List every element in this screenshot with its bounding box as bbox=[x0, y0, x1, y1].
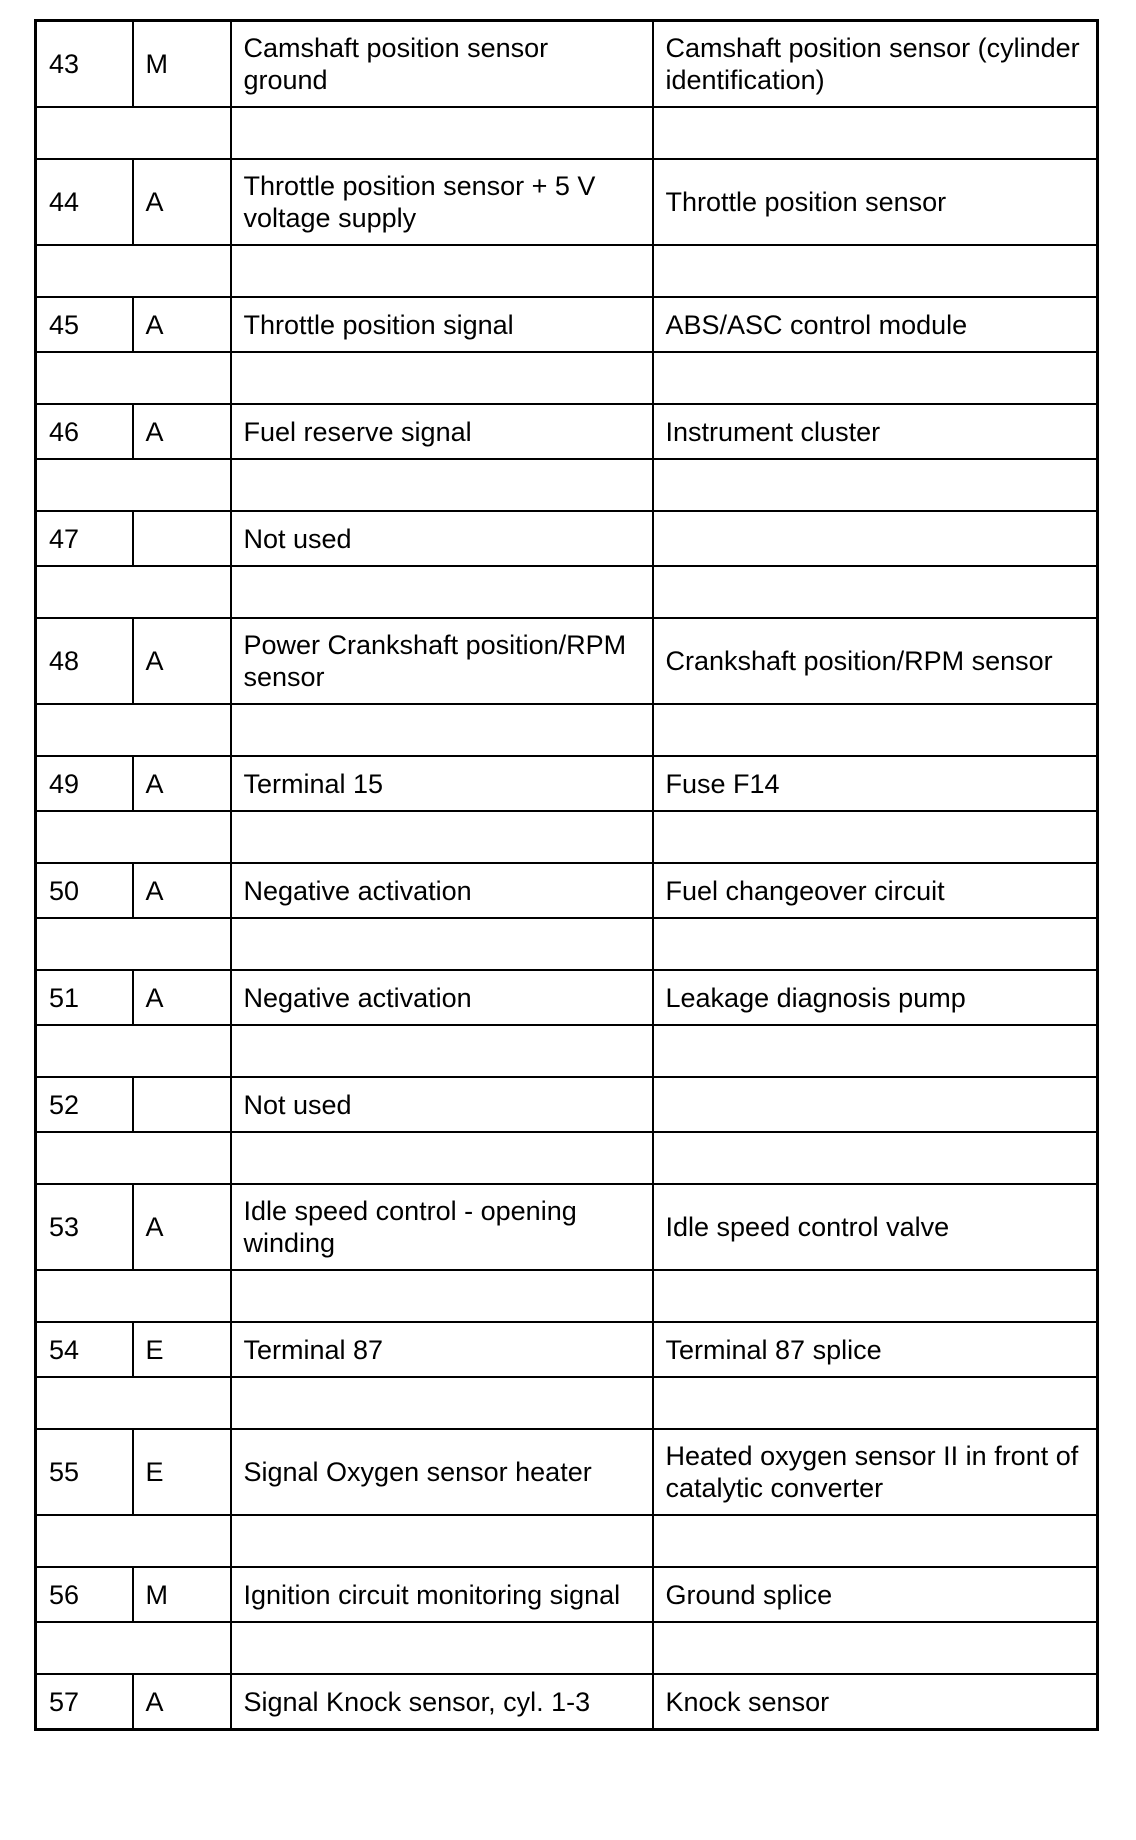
spacer-cell bbox=[653, 459, 1098, 511]
function-cell: Negative activation bbox=[231, 863, 653, 918]
signal-type-cell: M bbox=[133, 21, 231, 108]
signal-type-cell: A bbox=[133, 863, 231, 918]
connection-cell: Camshaft position sensor (cylinder identification) bbox=[653, 21, 1098, 108]
spacer-row bbox=[36, 1025, 1098, 1077]
spacer-cell bbox=[36, 566, 231, 618]
function-cell: Not used bbox=[231, 511, 653, 566]
spacer-cell bbox=[653, 1270, 1098, 1322]
pin-number-cell: 50 bbox=[36, 863, 133, 918]
table-row bbox=[36, 1184, 1098, 1270]
spacer-cell bbox=[653, 566, 1098, 618]
table-row bbox=[36, 404, 1098, 459]
function-cell: Throttle position sensor + 5 V voltage supply bbox=[231, 159, 653, 245]
pin-number-cell: 56 bbox=[36, 1567, 133, 1622]
spacer-cell bbox=[231, 811, 653, 863]
function-cell: Throttle position signal bbox=[231, 297, 653, 352]
function-cell: Ignition circuit monitoring signal bbox=[231, 1567, 653, 1622]
table-row bbox=[36, 1077, 1098, 1132]
spacer-cell bbox=[36, 459, 231, 511]
function-cell: Idle speed control - opening winding bbox=[231, 1184, 653, 1270]
connection-cell: Ground splice bbox=[653, 1567, 1098, 1622]
connection-cell bbox=[653, 1077, 1098, 1132]
table-row bbox=[36, 756, 1098, 811]
pin-number-cell: 57 bbox=[36, 1674, 133, 1730]
connection-cell: Crankshaft position/RPM sensor bbox=[653, 618, 1098, 704]
spacer-row bbox=[36, 1622, 1098, 1674]
spacer-cell bbox=[653, 1132, 1098, 1184]
pin-number-cell: 47 bbox=[36, 511, 133, 566]
spacer-row bbox=[36, 704, 1098, 756]
spacer-cell bbox=[36, 1622, 231, 1674]
spacer-cell bbox=[36, 811, 231, 863]
spacer-cell bbox=[36, 1515, 231, 1567]
table-row bbox=[36, 297, 1098, 352]
spacer-cell bbox=[231, 704, 653, 756]
connection-cell: Instrument cluster bbox=[653, 404, 1098, 459]
pin-number-cell: 55 bbox=[36, 1429, 133, 1515]
spacer-cell bbox=[653, 107, 1098, 159]
signal-type-cell: A bbox=[133, 1184, 231, 1270]
signal-type-cell: E bbox=[133, 1429, 231, 1515]
function-cell: Fuel reserve signal bbox=[231, 404, 653, 459]
spacer-cell bbox=[653, 1377, 1098, 1429]
pin-number-cell: 46 bbox=[36, 404, 133, 459]
spacer-cell bbox=[653, 811, 1098, 863]
spacer-cell bbox=[231, 1270, 653, 1322]
pin-number-cell: 53 bbox=[36, 1184, 133, 1270]
spacer-row bbox=[36, 566, 1098, 618]
spacer-row bbox=[36, 352, 1098, 404]
spacer-row bbox=[36, 459, 1098, 511]
connection-cell bbox=[653, 511, 1098, 566]
connection-cell: ABS/ASC control module bbox=[653, 297, 1098, 352]
pin-assignment-table bbox=[34, 19, 1099, 1731]
signal-type-cell: A bbox=[133, 159, 231, 245]
spacer-cell bbox=[653, 1025, 1098, 1077]
spacer-cell bbox=[36, 1377, 231, 1429]
signal-type-cell: A bbox=[133, 618, 231, 704]
spacer-cell bbox=[36, 107, 231, 159]
pin-number-cell: 44 bbox=[36, 159, 133, 245]
signal-type-cell: A bbox=[133, 970, 231, 1025]
signal-type-cell bbox=[133, 1077, 231, 1132]
pin-number-cell: 52 bbox=[36, 1077, 133, 1132]
table-row bbox=[36, 159, 1098, 245]
table-body bbox=[36, 21, 1098, 1730]
pin-number-cell: 48 bbox=[36, 618, 133, 704]
spacer-cell bbox=[231, 1025, 653, 1077]
spacer-cell bbox=[231, 1622, 653, 1674]
spacer-row bbox=[36, 1132, 1098, 1184]
connection-cell: Idle speed control valve bbox=[653, 1184, 1098, 1270]
spacer-cell bbox=[653, 1622, 1098, 1674]
spacer-cell bbox=[653, 352, 1098, 404]
signal-type-cell: E bbox=[133, 1322, 231, 1377]
signal-type-cell: A bbox=[133, 297, 231, 352]
spacer-cell bbox=[36, 1270, 231, 1322]
signal-type-cell: A bbox=[133, 404, 231, 459]
table-row bbox=[36, 618, 1098, 704]
spacer-cell bbox=[653, 245, 1098, 297]
table-row bbox=[36, 1322, 1098, 1377]
pin-number-cell: 43 bbox=[36, 21, 133, 108]
signal-type-cell: A bbox=[133, 756, 231, 811]
spacer-cell bbox=[231, 107, 653, 159]
spacer-cell bbox=[36, 245, 231, 297]
table-row bbox=[36, 21, 1098, 108]
table-row bbox=[36, 511, 1098, 566]
spacer-cell bbox=[231, 1377, 653, 1429]
pin-number-cell: 49 bbox=[36, 756, 133, 811]
connection-cell: Heated oxygen sensor II in front of catalytic converter bbox=[653, 1429, 1098, 1515]
spacer-row bbox=[36, 1270, 1098, 1322]
spacer-cell bbox=[36, 918, 231, 970]
spacer-cell bbox=[231, 566, 653, 618]
spacer-cell bbox=[36, 704, 231, 756]
pin-number-cell: 54 bbox=[36, 1322, 133, 1377]
function-cell: Terminal 15 bbox=[231, 756, 653, 811]
table-row bbox=[36, 1674, 1098, 1730]
spacer-cell bbox=[231, 459, 653, 511]
signal-type-cell: M bbox=[133, 1567, 231, 1622]
spacer-row bbox=[36, 1515, 1098, 1567]
spacer-cell bbox=[231, 245, 653, 297]
spacer-row bbox=[36, 811, 1098, 863]
connection-cell: Terminal 87 splice bbox=[653, 1322, 1098, 1377]
table-row bbox=[36, 1567, 1098, 1622]
connection-cell: Fuse F14 bbox=[653, 756, 1098, 811]
spacer-row bbox=[36, 1377, 1098, 1429]
signal-type-cell bbox=[133, 511, 231, 566]
function-cell: Signal Oxygen sensor heater bbox=[231, 1429, 653, 1515]
table-row bbox=[36, 863, 1098, 918]
function-cell: Power Crankshaft position/RPM sensor bbox=[231, 618, 653, 704]
spacer-row bbox=[36, 918, 1098, 970]
spacer-cell bbox=[231, 1515, 653, 1567]
table-row bbox=[36, 1429, 1098, 1515]
spacer-cell bbox=[231, 918, 653, 970]
table-row bbox=[36, 970, 1098, 1025]
function-cell: Signal Knock sensor, cyl. 1-3 bbox=[231, 1674, 653, 1730]
signal-type-cell: A bbox=[133, 1674, 231, 1730]
function-cell: Camshaft position sensor ground bbox=[231, 21, 653, 108]
connection-cell: Knock sensor bbox=[653, 1674, 1098, 1730]
connection-cell: Throttle position sensor bbox=[653, 159, 1098, 245]
pin-number-cell: 51 bbox=[36, 970, 133, 1025]
spacer-cell bbox=[653, 1515, 1098, 1567]
function-cell: Terminal 87 bbox=[231, 1322, 653, 1377]
function-cell: Negative activation bbox=[231, 970, 653, 1025]
spacer-cell bbox=[36, 352, 231, 404]
spacer-cell bbox=[231, 352, 653, 404]
connection-cell: Fuel changeover circuit bbox=[653, 863, 1098, 918]
spacer-cell bbox=[231, 1132, 653, 1184]
function-cell: Not used bbox=[231, 1077, 653, 1132]
spacer-cell bbox=[653, 704, 1098, 756]
spacer-row bbox=[36, 245, 1098, 297]
connection-cell: Leakage diagnosis pump bbox=[653, 970, 1098, 1025]
spacer-cell bbox=[36, 1132, 231, 1184]
pin-number-cell: 45 bbox=[36, 297, 133, 352]
spacer-row bbox=[36, 107, 1098, 159]
spacer-cell bbox=[36, 1025, 231, 1077]
spacer-cell bbox=[653, 918, 1098, 970]
